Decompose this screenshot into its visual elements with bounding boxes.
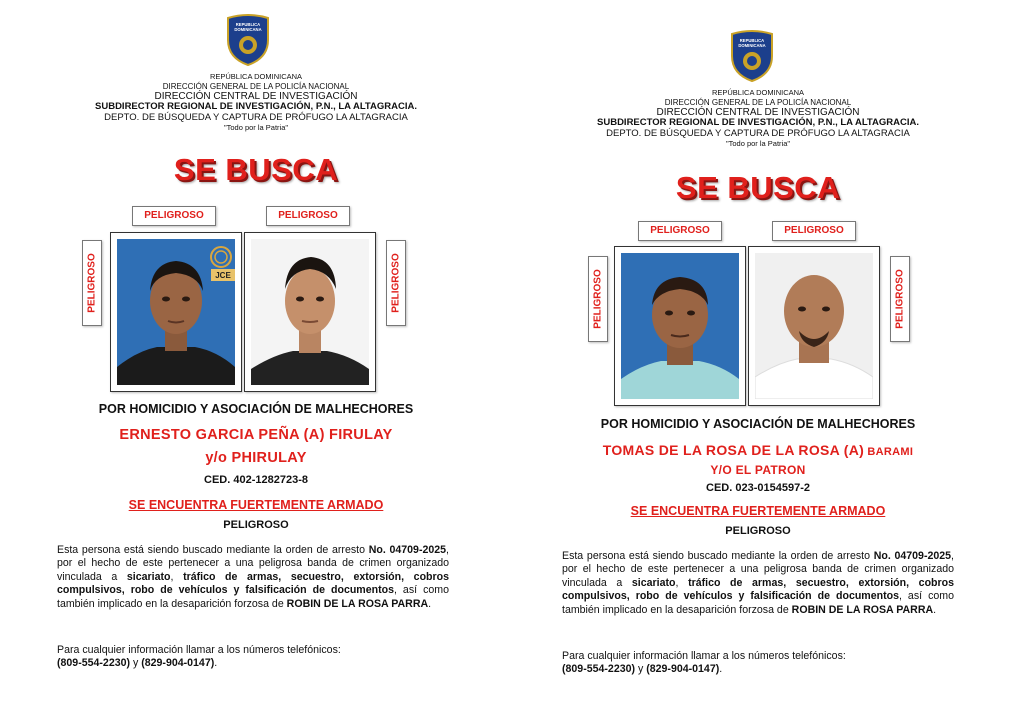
warrant-crimes-list: tráfico de armas, secuestro, extorsión, cobros compulsivos, robo de vehículos y falsificación de documentos	[562, 576, 955, 603]
contact-phones	[562, 663, 954, 676]
suspect-portrait-image	[251, 239, 369, 385]
header-line-3: DIRECCIÓN CENTRAL DE INVESTIGACIÓN	[656, 106, 860, 118]
suspect-photo-2	[244, 232, 376, 392]
danger-tag-side-left	[82, 240, 102, 326]
police-shield-icon	[226, 14, 270, 66]
suspect-portrait-image	[621, 253, 739, 399]
danger-tag-side-left-label: PELIGROSO	[86, 253, 98, 313]
header-line-5: DEPTO. DE BÚSQUEDA Y CAPTURA DE PRÓFUGO LA ALTAGRACIA	[104, 112, 408, 124]
contact-info	[57, 644, 449, 671]
warrant-order-number: No. 04709-2025	[368, 544, 447, 556]
wanted-poster-right	[512, 12, 1024, 722]
warrant-text-5: .	[933, 603, 937, 616]
danger-tag-side-left	[588, 256, 608, 342]
header-line-4: SUBDIRECTOR REGIONAL DE INVESTIGACIÓN, P.N., LA ALTAGRACIA.	[597, 117, 919, 129]
suspect-alias: Y/O EL PATRON	[710, 463, 806, 477]
danger-tag-side-left-label: PELIGROSO	[592, 269, 604, 329]
warrant-text-3: ,	[675, 576, 689, 589]
danger-tag-top-right: PELIGROSO	[266, 206, 350, 226]
crime-description: POR HOMICIDIO Y ASOCIACIÓN DE MALHECHORES	[600, 417, 916, 431]
warrant-text-1: Esta persona está siendo buscado mediante la orden de arresto	[57, 544, 369, 556]
header-motto: "Todo por la Patria"	[223, 123, 289, 133]
contact-period: .	[214, 657, 218, 670]
header-motto: "Todo por la Patria"	[725, 139, 791, 149]
warrant-text-2: , por el hecho de este pertenecer a una peligrosa banda de crimen organizado vinculada a	[562, 550, 954, 589]
wanted-title: SE BUSCA	[675, 170, 841, 205]
warrant-text-5: .	[428, 597, 432, 610]
wanted-poster-left	[0, 0, 512, 710]
danger-tag-top-left: PELIGROSO	[132, 206, 216, 226]
warrant-text-4: , así como también implicado en la desaparición forzosa de	[562, 590, 954, 616]
danger-label: PELIGROSO	[725, 525, 791, 537]
police-shield-icon	[730, 30, 774, 82]
danger-label: PELIGROSO	[223, 519, 289, 531]
contact-period: .	[719, 663, 723, 676]
warrant-paragraph	[562, 550, 954, 617]
header-line-1: REPÚBLICA DOMINICANA	[209, 72, 303, 81]
suspect-name	[0, 427, 512, 443]
contact-conjunction: y	[635, 663, 647, 676]
contact-phones	[57, 657, 449, 670]
cedula-number: CED. 023-0154597-2	[706, 482, 810, 494]
warrant-text-2: , por el hecho de este pertenecer a una peligrosa banda de crimen organizado vinculada a	[57, 544, 449, 583]
suspect-name-nickname: BARAMI	[864, 446, 914, 458]
contact-conjunction: y	[130, 657, 142, 670]
agency-header	[0, 73, 512, 133]
danger-tag-top-left: PELIGROSO	[638, 221, 722, 241]
contact-text: Para cualquier información llamar a los números telefónicos:	[562, 650, 846, 662]
danger-tag-side-right	[890, 256, 910, 342]
shield-text-1: REPUBLICA	[235, 22, 261, 27]
header-line-2: DIRECCIÓN GENERAL DE LA POLICÍA NACIONAL	[664, 97, 852, 107]
suspect-alias: y/o PHIRULAY	[205, 450, 307, 466]
suspect-photo-1	[110, 232, 242, 392]
danger-tag-top-right: PELIGROSO	[772, 221, 856, 241]
warrant-paragraph	[57, 544, 449, 611]
suspect-name-line-1: TOMAS DE LA ROSA DE LA ROSA (A)	[602, 442, 865, 458]
victim-name: ROBIN DE LA ROSA PARRA	[791, 603, 934, 616]
header-line-3: DIRECCIÓN CENTRAL DE INVESTIGACIÓN	[154, 90, 358, 102]
armed-warning: SE ENCUENTRA FUERTEMENTE ARMADO	[630, 504, 886, 518]
warrant-crimes-list: tráfico de armas, secuestro, extorsión, cobros compulsivos, robo de vehículos y falsificación de documentos	[57, 570, 450, 597]
warrant-text-3: ,	[170, 570, 184, 583]
warrant-crime-1: sicariato	[126, 570, 171, 583]
warrant-text-1: Esta persona está siendo buscado mediante la orden de arresto	[562, 550, 874, 562]
victim-name: ROBIN DE LA ROSA PARRA	[286, 597, 429, 610]
suspect-name	[502, 442, 1014, 458]
warrant-crime-1: sicariato	[631, 576, 676, 589]
danger-tag-side-right-label: PELIGROSO	[390, 253, 402, 313]
suspect-photo-2	[748, 246, 880, 406]
suspect-name-line-1: ERNESTO GARCIA PEÑA (A) FIRULAY	[119, 427, 393, 443]
shield-text-2: DOMINICANA	[234, 27, 262, 32]
shield-text-1: REPUBLICA	[739, 38, 765, 43]
cedula-number: CED. 402-1282723-8	[204, 474, 308, 486]
suspect-portrait-image	[755, 253, 873, 399]
jce-mark: JCE	[215, 271, 231, 280]
header-line-2: DIRECCIÓN GENERAL DE LA POLICÍA NACIONAL	[162, 81, 350, 91]
warrant-text-4: , así como también implicado en la desaparición forzosa de	[57, 584, 449, 610]
armed-warning: SE ENCUENTRA FUERTEMENTE ARMADO	[128, 498, 384, 512]
crime-description: POR HOMICIDIO Y ASOCIACIÓN DE MALHECHORES	[98, 402, 414, 416]
phone-number-2: (829-904-0147)	[646, 663, 720, 676]
header-line-4: SUBDIRECTOR REGIONAL DE INVESTIGACIÓN, P.N., LA ALTAGRACIA.	[95, 101, 417, 113]
danger-tag-side-right	[386, 240, 406, 326]
header-line-1: REPÚBLICA DOMINICANA	[711, 88, 805, 97]
shield-text-2: DOMINICANA	[738, 43, 766, 48]
phone-number-1: (809-554-2230)	[562, 663, 636, 676]
wanted-title: SE BUSCA	[173, 152, 339, 187]
contact-text: Para cualquier información llamar a los números telefónicos:	[57, 644, 341, 656]
contact-info	[562, 650, 954, 677]
danger-tag-side-right-label: PELIGROSO	[894, 269, 906, 329]
warrant-order-number: No. 04709-2025	[873, 550, 952, 562]
agency-header	[502, 89, 1014, 149]
phone-number-1: (809-554-2230)	[57, 657, 131, 670]
suspect-portrait-image	[117, 239, 235, 385]
header-line-5: DEPTO. DE BÚSQUEDA Y CAPTURA DE PRÓFUGO LA ALTAGRACIA	[606, 128, 910, 140]
phone-number-2: (829-904-0147)	[141, 657, 215, 670]
suspect-photo-1	[614, 246, 746, 406]
